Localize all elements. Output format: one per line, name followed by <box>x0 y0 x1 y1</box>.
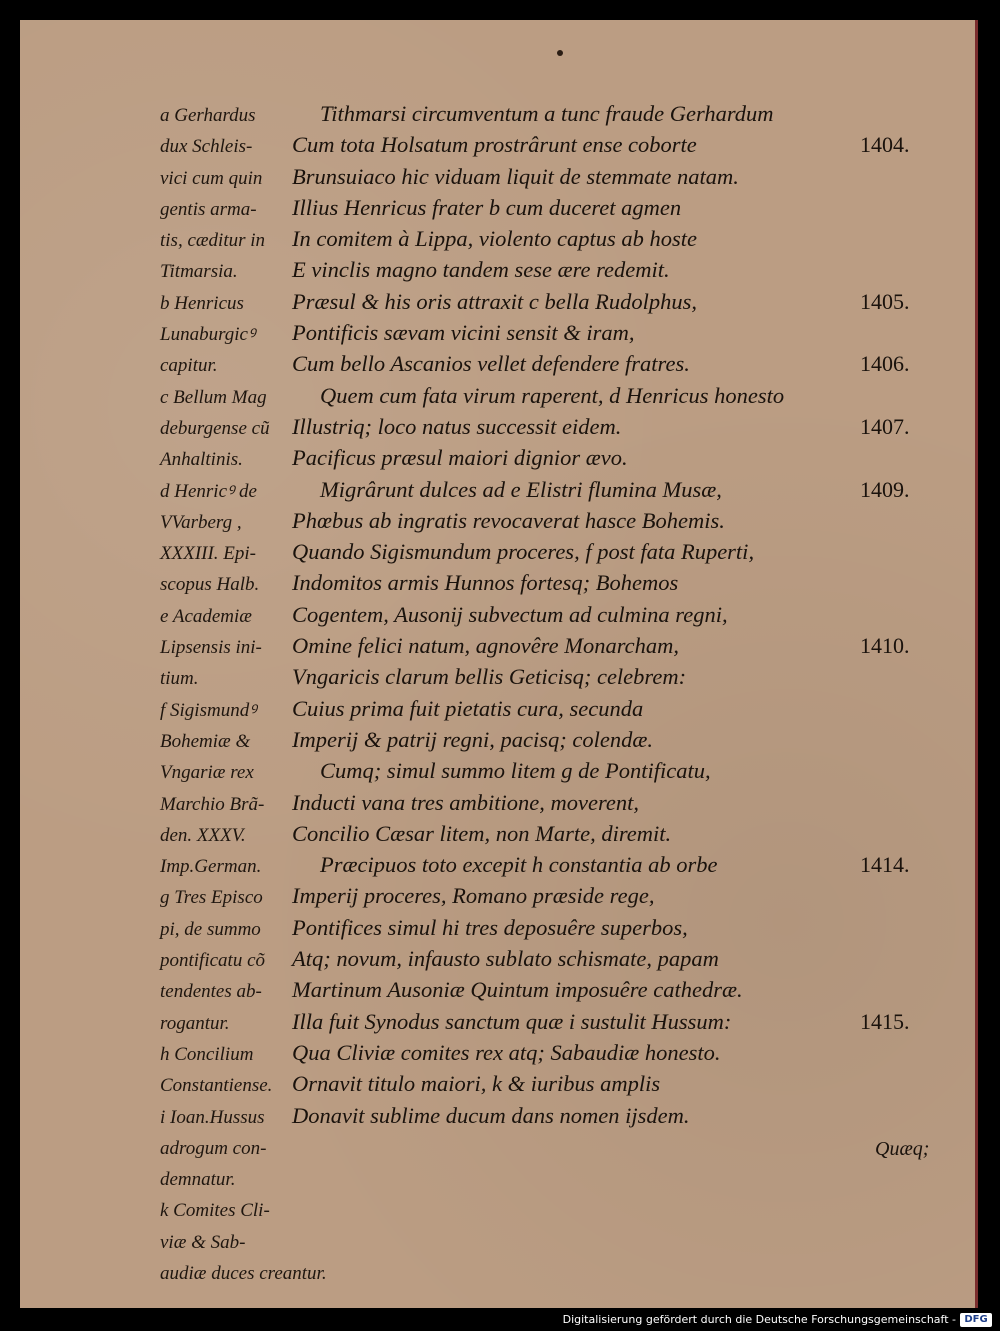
year-label: 1407. <box>860 413 910 439</box>
year-label: 1415. <box>860 1008 910 1034</box>
margin-note-line: adrogum con- <box>160 1137 267 1159</box>
verse-line: Præsul & his oris attraxit c bella Rudolphus, <box>292 288 698 314</box>
year-label <box>860 567 960 598</box>
margin-note-line: Lunaburgicꝰ <box>160 324 256 346</box>
verse-line: Atq; novum, infausto sublato schismate, papam <box>292 946 719 972</box>
verse-line: Ornavit titulo maiori, k & iuribus amplis <box>292 1071 661 1097</box>
margin-note-line: Marchio Brã- <box>160 793 265 815</box>
year-label <box>860 380 960 411</box>
verse-line: Cuius prima fuit pietatis cura, secunda <box>292 695 644 721</box>
verse-line: Cumq; simul summo litem g de Pontificatu, <box>320 758 711 784</box>
year-label <box>860 724 960 755</box>
verse-line: Illius Henricus frater b cum duceret agmen <box>292 194 682 220</box>
margin-note-line: Imp.German. <box>160 856 262 878</box>
year-label <box>860 1037 960 1068</box>
year-label <box>860 1068 960 1099</box>
margin-note-line: VVarberg , <box>160 511 242 533</box>
verse-line: Omine felici natum, agnovêre Monarcham, <box>292 633 679 659</box>
dfg-logo: DFG <box>960 1313 992 1327</box>
verse-text <box>292 98 872 1131</box>
margin-note-line: tendentes ab- <box>160 981 262 1003</box>
verse-line: Vngaricis clarum bellis Geticisq; celebrem: <box>292 664 687 690</box>
margin-note-line: tium. <box>160 668 199 690</box>
verse-line: Præcipuos toto excepit h constantia ab orbe <box>320 852 718 878</box>
verse-line: Illa fuit Synodus sanctum quæ i sustulit Hussum: <box>292 1008 732 1034</box>
verse-line: Imperij & patrij regni, pacisq; colendæ. <box>292 726 653 752</box>
margin-note-line: viæ & Sab- <box>160 1231 246 1253</box>
margin-note-line: pi, de summo <box>160 918 261 940</box>
year-label: 1406. <box>860 351 910 377</box>
verse-line: Qua Cliviæ comites rex atq; Sabaudiæ honesto. <box>292 1039 721 1065</box>
margin-note-line: b Henricus <box>160 292 244 314</box>
margin-note-line: Titmarsia. <box>160 261 238 283</box>
verse-line: In comitem à Lippa, violento captus ab hoste <box>292 226 697 252</box>
footer-bar <box>0 1310 1000 1331</box>
footer-text: Digitalisierung gefördert durch die Deutsche Forschungsgemeinschaft - <box>562 1313 956 1326</box>
margin-note-line: dux Schleis- <box>160 136 253 158</box>
year-label <box>860 442 960 473</box>
margin-note-line: vici cum quin <box>160 167 263 189</box>
verse-line: Imperij proceres, Romano præside rege, <box>292 883 655 909</box>
verse-line: Cum tota Holsatum prostrârunt ense coborte <box>292 132 697 158</box>
margin-note-line: deburgense cũ <box>160 417 270 439</box>
year-label <box>860 943 960 974</box>
year-column <box>860 98 960 1131</box>
verse-line: Indomitos armis Hunnos fortesq; Bohemos <box>292 570 679 596</box>
verse-line: Migrârunt dulces ad e Elistri flumina Musæ, <box>320 476 722 502</box>
verse-line: Quando Sigismundum proceres, f post fata Ruperti, <box>292 539 755 565</box>
margin-note-line: gentis arma- <box>160 198 257 220</box>
margin-note-line: Constantiense. <box>160 1075 273 1097</box>
year-label: 1410. <box>860 633 910 659</box>
margin-note-line: XXXIII. Epi- <box>160 543 257 565</box>
margin-notes <box>160 100 327 1289</box>
verse-line: Pacificus præsul maiori dignior ævo. <box>292 445 628 471</box>
year-label <box>860 599 960 630</box>
scanned-page <box>20 20 978 1308</box>
verse-line: Pontificis sævam vicini sensit & iram, <box>292 320 635 346</box>
verse-line: Cogentem, Ausonij subvectum ad culmina regni, <box>292 601 728 627</box>
verse-line: Concilio Cæsar litem, non Marte, diremit. <box>292 820 672 846</box>
margin-note-line: k Comites Cli- <box>160 1200 270 1222</box>
year-label <box>860 317 960 348</box>
margin-note-line: pontificatu cõ <box>160 950 266 972</box>
margin-note-line: rogantur. <box>160 1012 230 1034</box>
verse-line: Tithmarsi circumventum a tunc fraude Gerhardum <box>320 101 774 126</box>
year-label: 1409. <box>860 476 910 502</box>
year-label <box>860 192 960 223</box>
year-label <box>860 693 960 724</box>
margin-note-line: h Concilium <box>160 1043 254 1065</box>
year-label <box>860 161 960 192</box>
margin-note-line: Lipsensis ini- <box>160 637 262 659</box>
year-label <box>860 536 960 567</box>
year-label <box>860 755 960 786</box>
year-label <box>860 787 960 818</box>
year-label <box>860 98 960 129</box>
margin-note-line: Bohemiæ & <box>160 730 251 752</box>
margin-note-line: i Ioan.Hussus <box>160 1106 265 1128</box>
margin-note-line: Anhaltinis. <box>160 449 243 471</box>
margin-note-line: d Henricꝰ de <box>160 480 257 502</box>
catchword: Quæq; <box>875 1138 930 1160</box>
year-label <box>860 661 960 692</box>
year-label <box>860 505 960 536</box>
verse-line: Donavit sublime ducum dans nomen ijsdem. <box>292 1102 690 1128</box>
verse-line: Cum bello Ascanios vellet defendere fratres. <box>292 351 690 377</box>
margin-note-line: capitur. <box>160 355 218 377</box>
ink-dot <box>557 50 563 56</box>
year-label: 1414. <box>860 852 910 878</box>
verse-line: Illustriq; loco natus successit eidem. <box>292 413 622 439</box>
year-label <box>860 974 960 1005</box>
verse-line: E vinclis magno tandem sese ære redemit. <box>292 257 670 283</box>
margin-note-line: scopus Halb. <box>160 574 260 596</box>
year-label <box>860 1100 960 1131</box>
year-label <box>860 254 960 285</box>
margin-note-line: Vngariæ rex <box>160 762 254 784</box>
page-edge <box>975 20 978 1308</box>
verse-line: Quem cum fata virum raperent, d Henricus honesto <box>320 382 785 408</box>
verse-line: Pontifices simul hi tres deposuêre superbos, <box>292 914 688 940</box>
margin-note-line: den. XXXV. <box>160 824 246 846</box>
year-label: 1404. <box>860 132 910 158</box>
verse-line: Martinum Ausoniæ Quintum imposuêre cathedræ. <box>292 977 743 1003</box>
year-label <box>860 880 960 911</box>
margin-note-line: demnatur. <box>160 1169 236 1191</box>
year-label <box>860 223 960 254</box>
margin-note-line: c Bellum Mag <box>160 386 267 408</box>
year-label <box>860 912 960 943</box>
verse-line: Inducti vana tres ambitione, moverent, <box>292 789 640 815</box>
verse-line: Phœbus ab ingratis revocaverat hasce Bohemis. <box>292 507 725 533</box>
margin-note-line: audiæ duces creantur. <box>160 1262 327 1284</box>
margin-note-line: a Gerhardus <box>160 105 256 126</box>
year-label <box>860 818 960 849</box>
margin-note-line: g Tres Episco <box>160 887 263 909</box>
margin-note-line: tis, cæditur in <box>160 230 266 252</box>
margin-note-line: e Academiæ <box>160 605 252 627</box>
verse-line: Brunsuiaco hic viduam liquit de stemmate natam. <box>292 163 739 189</box>
year-label: 1405. <box>860 288 910 314</box>
margin-note-line: f Sigismundꝰ <box>160 699 257 721</box>
